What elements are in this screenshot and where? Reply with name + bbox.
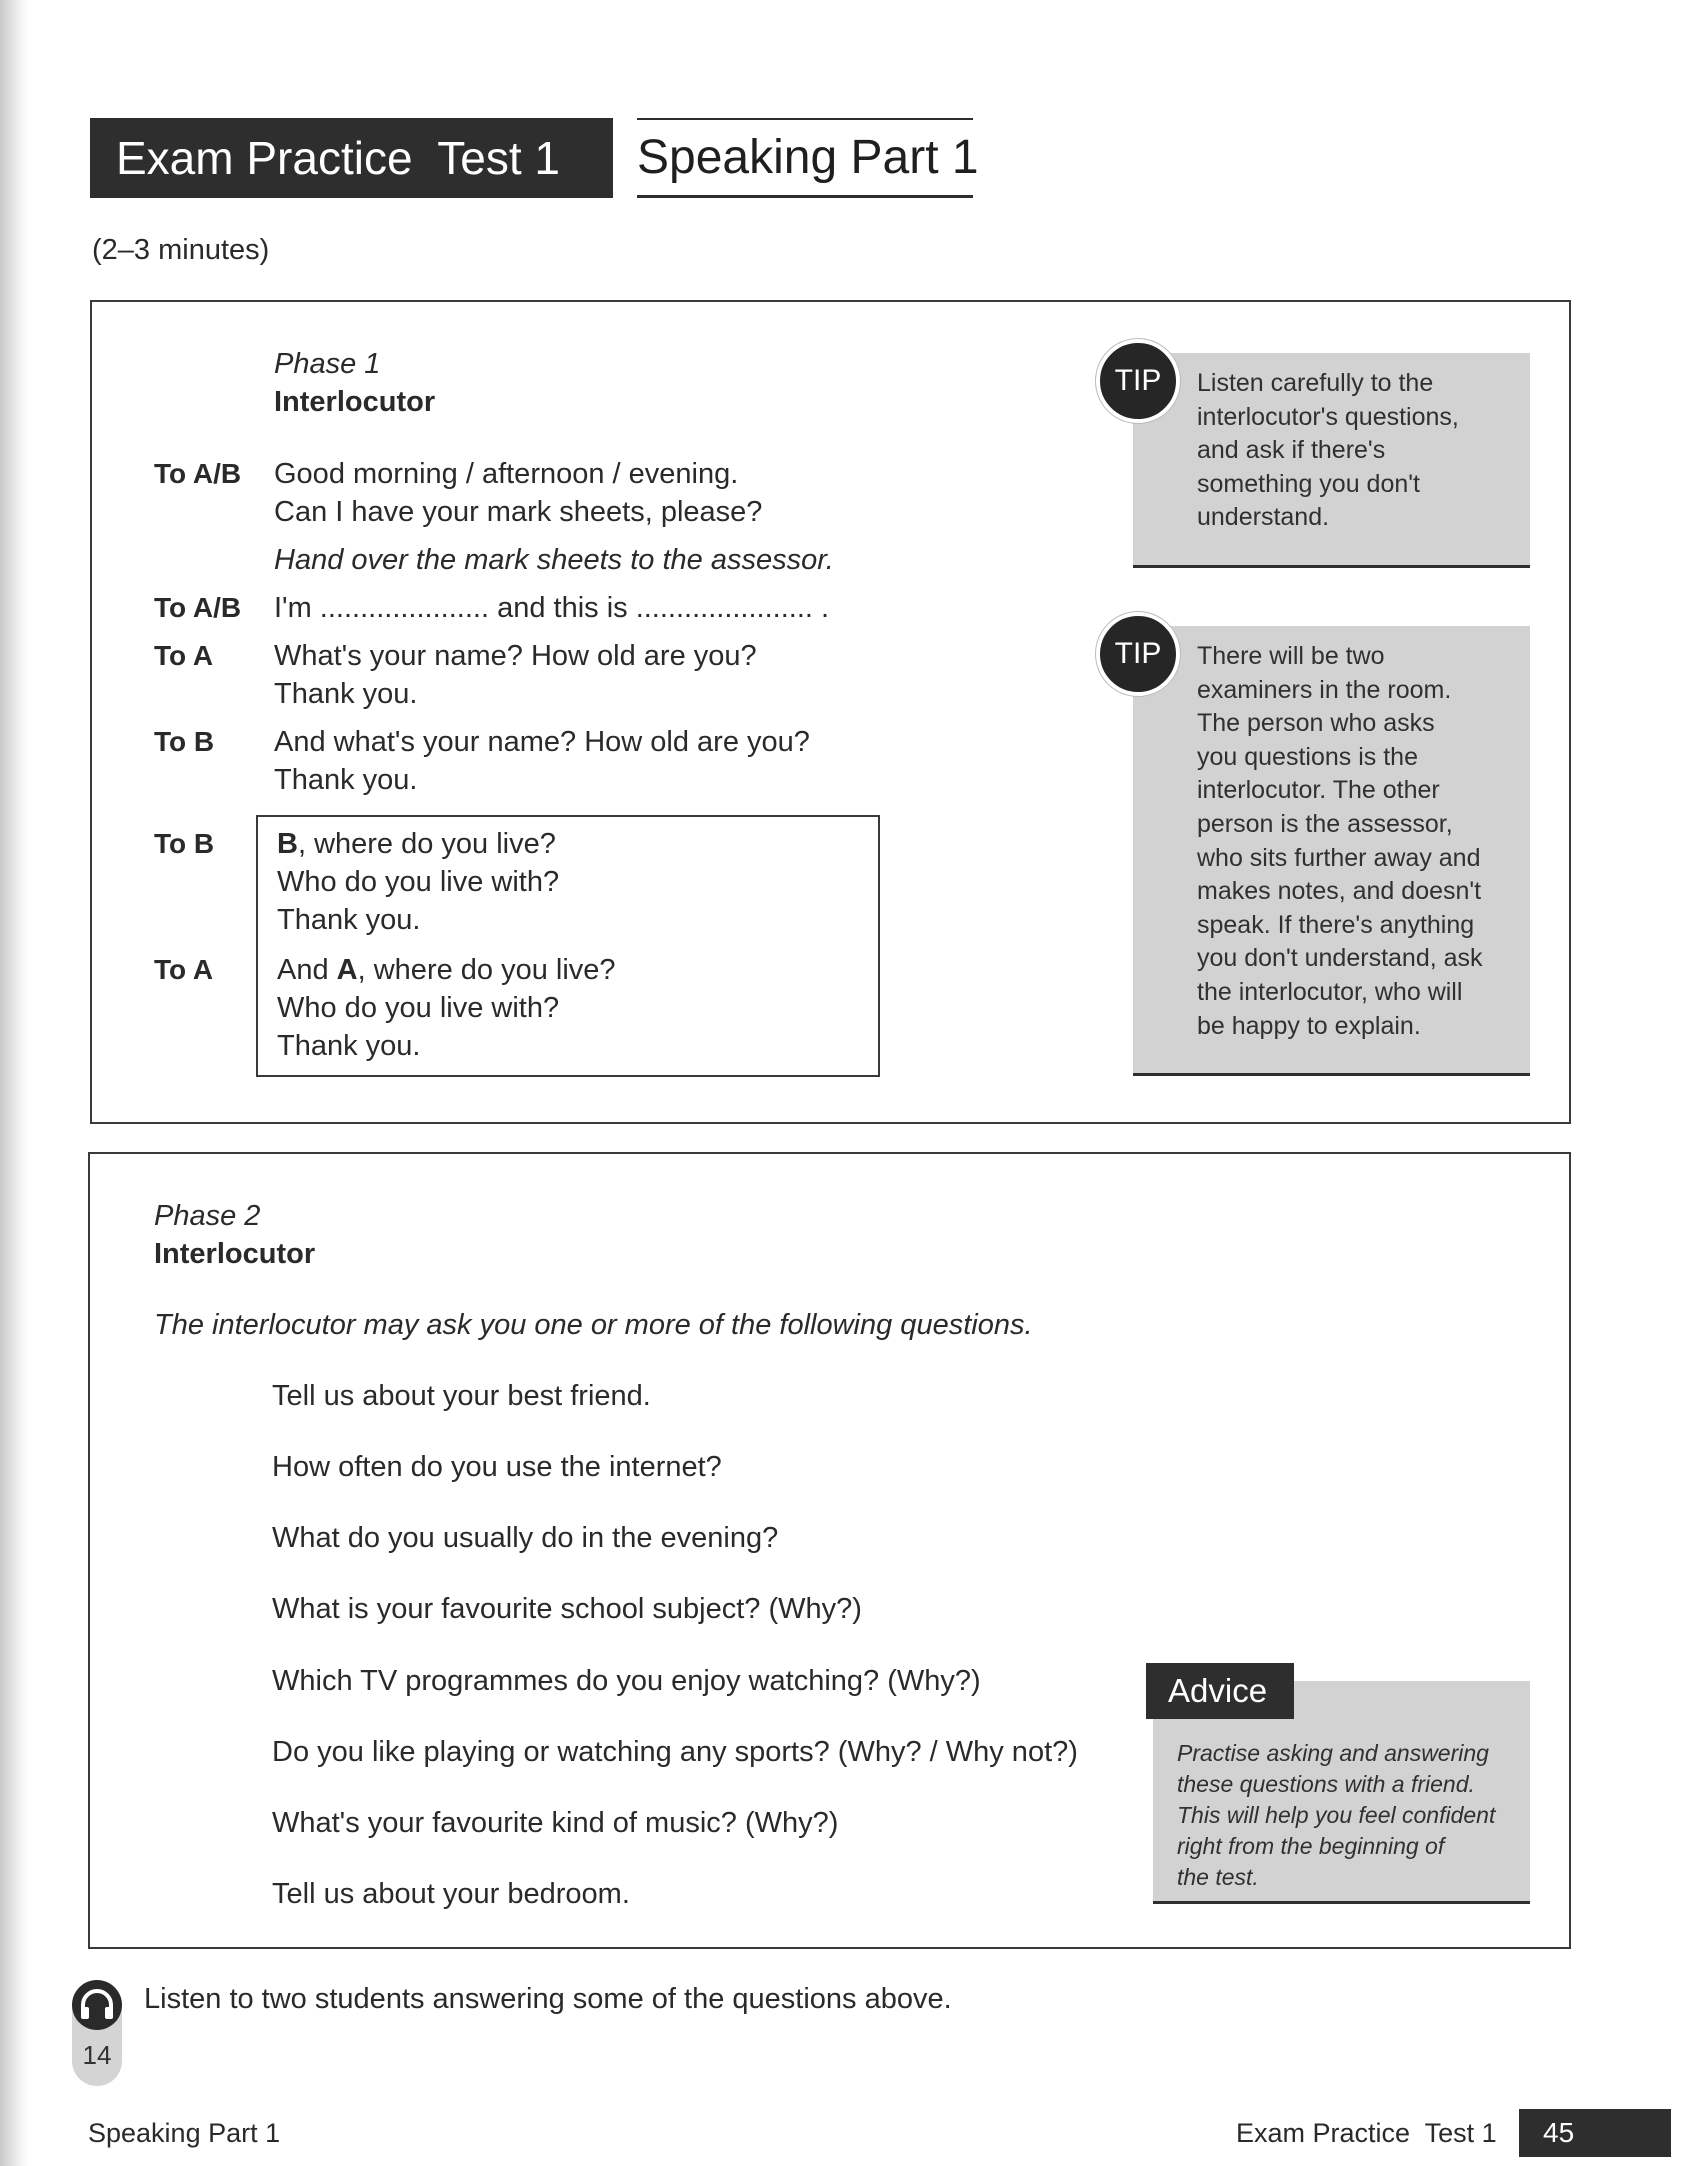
speaker-label: To A/B (154, 592, 242, 623)
script-line: What's your name? How old are you? (274, 640, 757, 672)
phase2-role: Interlocutor (154, 1238, 316, 1270)
tip-text: you questions is the (1197, 742, 1418, 771)
speaker-label: To B (154, 726, 215, 757)
phase1-role: Interlocutor (274, 386, 436, 418)
question-item: Do you like playing or watching any sports? (Why? / Why not?) (272, 1736, 1078, 1768)
advice-text: the test. (1177, 1864, 1259, 1890)
tip-text: Listen carefully to the (1197, 369, 1434, 397)
phase2-label: Phase 2 (154, 1200, 261, 1232)
tip-panel (1133, 353, 1530, 568)
speaker-label: To A (154, 640, 214, 671)
speaker-label: To A (154, 954, 214, 985)
phase1-label: Phase 1 (274, 348, 381, 380)
stage-direction: Hand over the mark sheets to the assessor. (274, 544, 834, 576)
advice-text: This will help you feel confident (1177, 1802, 1496, 1828)
script-line: Good morning / afternoon / evening. (274, 458, 739, 490)
tip-text: interlocutor's questions, (1197, 402, 1459, 431)
headphones-icon (72, 1980, 122, 2030)
tip-text: examiners in the room. (1197, 675, 1452, 704)
script-line: Who do you live with? (277, 992, 560, 1024)
script-line: And what's your name? How old are you? (274, 726, 810, 758)
question-item: What do you usually do in the evening? (272, 1522, 779, 1554)
tip-text: who sits further away and (1197, 843, 1481, 872)
tip-text: makes notes, and doesn't (1197, 877, 1482, 906)
advice-tag: Advice (1146, 1663, 1294, 1719)
track-number: 14 (82, 2040, 112, 2070)
script-line: Thank you. (274, 678, 418, 710)
script-line: Thank you. (277, 904, 421, 936)
phase2-instruction: The interlocutor may ask you one or more of the following questions. (154, 1309, 1033, 1341)
script-line: Thank you. (277, 1030, 421, 1062)
tip-text: and ask if there's (1197, 436, 1386, 465)
script-line: Can I have your mark sheets, please? (274, 496, 763, 528)
tip-panel (1133, 626, 1530, 1076)
script-line: Thank you. (274, 764, 418, 796)
page-number: 45 (1519, 2109, 1671, 2157)
question-item: What's your favourite kind of music? (Why?) (272, 1807, 839, 1839)
duration-label: (2–3 minutes) (92, 234, 270, 266)
tip-badge: TIP (1096, 339, 1180, 423)
advice-text: these questions with a friend. (1177, 1771, 1475, 1797)
tip-text: interlocutor. The other (1197, 776, 1440, 805)
question-item: Tell us about your best friend. (272, 1380, 651, 1412)
part-title: Speaking Part 1 (637, 118, 973, 198)
question-item: Tell us about your bedroom. (272, 1878, 630, 1910)
script-line: Who do you live with? (277, 866, 560, 898)
question-item: Which TV programmes do you enjoy watching? (Why?) (272, 1665, 981, 1697)
speaker-label: To A/B (154, 458, 242, 489)
tip-text: the interlocutor, who will (1197, 977, 1463, 1006)
footer-test-label: Exam Practice Test 1 (1236, 2118, 1497, 2148)
tip-text: There will be two (1197, 642, 1385, 670)
page-binding-shadow (0, 0, 28, 2166)
tip-text: understand. (1197, 503, 1330, 532)
section-title: Exam Practice Test 1 (90, 118, 613, 198)
tip-text: person is the assessor, (1197, 809, 1453, 838)
script-line: And A, where do you live? (277, 954, 616, 986)
question-item: How often do you use the internet? (272, 1451, 722, 1483)
advice-text: Practise asking and answering (1177, 1740, 1489, 1766)
tip-text: speak. If there's anything (1197, 910, 1475, 939)
tip-text: The person who asks (1197, 709, 1435, 738)
tip-text: something you don't (1197, 469, 1420, 498)
listen-instruction: Listen to two students answering some of the questions above. (144, 1983, 952, 2015)
footer-section-label: Speaking Part 1 (88, 2118, 281, 2148)
tip-badge: TIP (1096, 612, 1180, 696)
script-line: I'm ..................... and this is ...................... . (274, 592, 830, 624)
script-line: B, where do you live? (277, 828, 556, 860)
advice-text: right from the beginning of (1177, 1833, 1445, 1859)
question-item: What is your favourite school subject? (Why?) (272, 1593, 862, 1625)
tip-text: you don't understand, ask (1197, 944, 1483, 973)
speaker-label: To B (154, 828, 215, 859)
tip-text: be happy to explain. (1197, 1011, 1421, 1040)
